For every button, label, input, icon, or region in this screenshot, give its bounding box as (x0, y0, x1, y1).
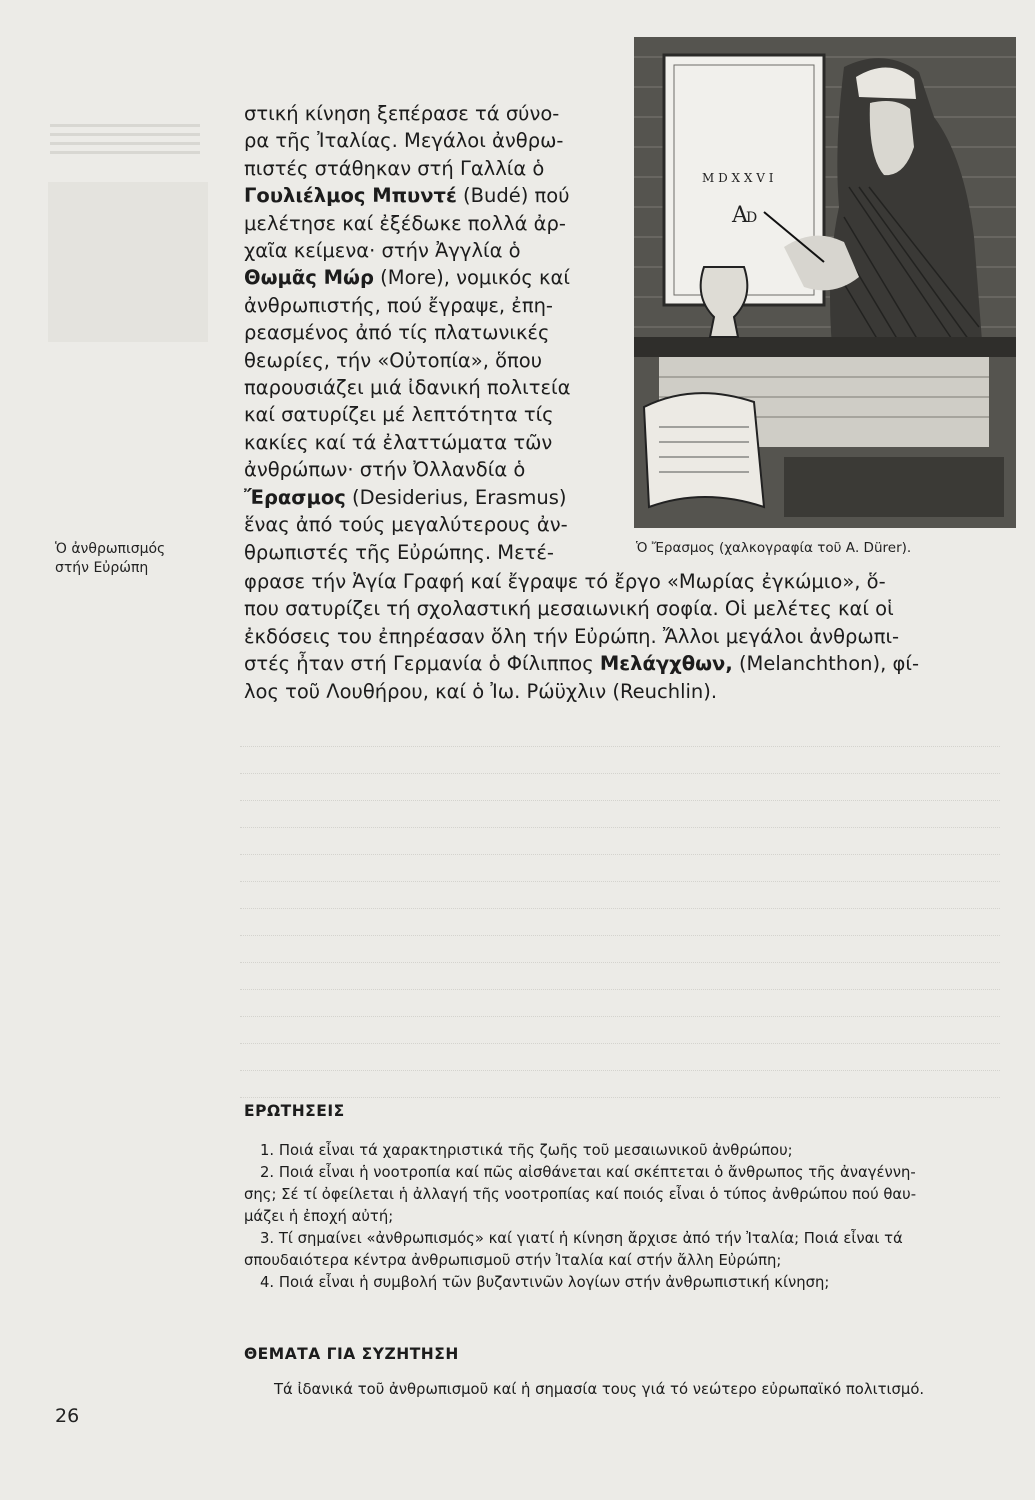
text-line: θεωρίες, τήν «Οὐτοπία», ὅπου (244, 348, 542, 372)
text-line: ρα τῆς Ἰταλίας. Μεγάλοι ἀνθρω- (244, 129, 564, 153)
text-line: λος τοῦ Λουθήρου, καί ὁ Ἰω. Ρώϋχλιν (Reuchlin). (244, 679, 718, 703)
plaque-date: M D X X V I (702, 171, 774, 185)
questions-list (244, 1140, 984, 1294)
erasmus-engraving (634, 37, 1016, 528)
text-line: Ἔρασμος (Desiderius, Erasmus) (244, 485, 567, 509)
text-line: χαῖα κείμενα· στήν Ἀγγλία ὁ (244, 239, 521, 263)
bleed-through-mark (50, 118, 200, 158)
text-line: στική κίνηση ξεπέρασε τά σύνο- (244, 102, 560, 125)
text-line: ρεασμένος ἀπό τίς πλατωνικές (244, 321, 550, 345)
text-line: ἕνας ἀπό τούς μεγαλύτερους ἀν- (244, 513, 568, 537)
bleed-through-text (240, 720, 1000, 1098)
svg-text:A: A (732, 203, 748, 228)
text-line: μελέτησε καί ἐξέδωκε πολλά ἀρ- (244, 211, 566, 235)
text-line: ἀνθρώπων· στήν Ὀλλανδία ὁ (244, 458, 526, 482)
page-number: 26 (55, 1405, 80, 1427)
question-line: 3. Τί σημαίνει «ἀνθρωπισμός» καί γιατί ἡ κίνηση ἄρχισε ἀπό τήν Ἰταλία; Ποιά εἶναι τά (260, 1230, 903, 1247)
text-line: ἀνθρωπιστής, πού ἔγραψε, ἐπη- (244, 293, 553, 317)
text-line: Θωμᾶς Μώρ (More), νομικός καί (244, 266, 570, 290)
text-line: καί σατυρίζει μέ λεπτότητα τίς (244, 403, 554, 427)
bold-name: Μελάγχθων, (599, 652, 733, 676)
question-line: 2. Ποιά εἶναι ἡ νοοτροπία καί πῶς αἰσθάνεται καί σκέπτεται ὁ ἄνθρωπος τῆς ἀναγέννη- (260, 1164, 916, 1181)
body-text-full (244, 568, 984, 705)
question-line: 4. Ποιά εἶναι ἡ συμβολή τῶν βυζαντινῶν λογίων στήν ἀνθρωπιστική κίνηση; (260, 1274, 830, 1291)
question-line: 1. Ποιά εἶναι τά χαρακτηριστικά τῆς ζωῆς τοῦ μεσαιωνικοῦ ἀνθρώπου; (260, 1142, 793, 1159)
bold-name: Ἔρασμος (244, 485, 346, 509)
body-text-column (244, 100, 610, 566)
engraving-illustration (634, 37, 1016, 528)
bold-name: Γουλιέλμος Μπυντέ (244, 184, 457, 208)
text-line: πιστές στάθηκαν στή Γαλλία ὁ (244, 156, 545, 180)
svg-text:D: D (746, 210, 758, 226)
figure-caption: Ὁ Ἔρασμος (χαλκογραφία τοῦ Α. Dürer). (636, 540, 912, 556)
questions-heading: ΕΡΩΤΗΣΕΙΣ (244, 1102, 345, 1120)
text-line: κακίες καί τά ἐλαττώματα τῶν (244, 430, 553, 454)
margin-note (55, 540, 225, 578)
margin-note-line: στήν Εὐρώπη (55, 560, 149, 576)
text-line: παρουσιάζει μιά ἰδανική πολιτεία (244, 376, 571, 400)
bleed-through-block (48, 182, 208, 342)
text-line: που σατυρίζει τή σχολαστική μεσαιωνική σοφία. Οἱ μελέτες καί οἱ (244, 597, 894, 621)
question-line: μάζει ἡ ἐποχή αὐτή; (244, 1208, 394, 1225)
text-line: ἐκδόσεις του ἐπηρέασαν ὅλη τήν Εὐρώπη. Ἄλλοι μεγάλοι ἀνθρωπι- (244, 624, 900, 648)
question-line: σπουδαιότερα κέντρα ἀνθρωπισμοῦ στήν Ἰταλία καί στήν ἄλλη Εὐρώπη; (244, 1252, 782, 1269)
question-line: σης; Σέ τί ὀφείλεται ἡ ἀλλαγή τῆς νοοτροπίας καί ποιός εἶναι ὁ τύπος ἀνθρώπου πού θαυ- (244, 1186, 917, 1203)
text-line: φρασε τήν Ἁγία Γραφή καί ἔγραψε τό ἔργο «Μωρίας ἐγκώμιο», ὅ- (244, 570, 886, 593)
text-line: Γουλιέλμος Μπυντέ (Budé) πού (244, 184, 570, 208)
bold-name: Θωμᾶς Μώρ (244, 266, 374, 290)
discussion-topic: Τά ἰδανικά τοῦ ἀνθρωπισμοῦ καί ἡ σημασία τους γιά τό νεώτερο εὐρωπαϊκό πολιτισμό. (274, 1381, 925, 1398)
margin-note-line: Ὁ ἀνθρωπισμός (55, 541, 166, 557)
discussion-heading: ΘΕΜΑΤΑ ΓΙΑ ΣΥΖΗΤΗΣΗ (244, 1345, 459, 1363)
text-line: θρωπιστές τῆς Εὐρώπης. Μετέ- (244, 540, 554, 564)
text-line: στές ἦταν στή Γερμανία ὁ Φίλιππος Μελάγχθων, (Melanchthon), φί- (244, 652, 919, 676)
